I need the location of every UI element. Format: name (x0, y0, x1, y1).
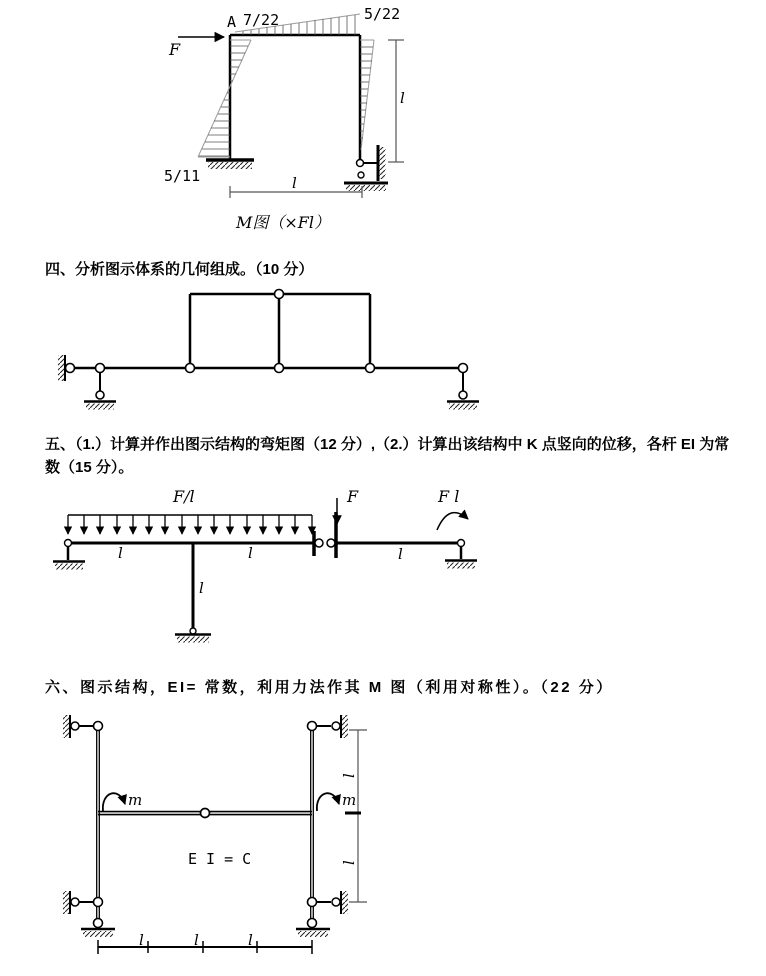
hinge-icon (94, 898, 103, 907)
hinge-icon (275, 290, 284, 299)
roller-icon (94, 919, 103, 928)
right-support (344, 145, 388, 191)
pin-icon (459, 391, 467, 399)
hinge-icon (308, 722, 317, 731)
pin-icon (96, 391, 104, 399)
wall-pin-support (58, 355, 65, 381)
vertical-dim-label-upper: l (340, 773, 358, 778)
frame-structure-figure (40, 486, 500, 650)
hinges (66, 290, 468, 373)
hinge-icon (357, 160, 364, 167)
hinge-icon (66, 364, 75, 373)
span-dim-label: l (292, 174, 297, 192)
hinge-icon (327, 539, 335, 547)
question-4-heading: 四、分析图示体系的几何组成。（10 分） (45, 261, 314, 278)
roller-icon (308, 919, 317, 928)
pin-icon (71, 898, 79, 906)
link-connection (314, 512, 336, 558)
geometric-composition-figure (45, 283, 505, 415)
hinge-icon (315, 539, 323, 547)
applied-moment-arrow (437, 513, 468, 530)
distributed-load-label: F/l (173, 487, 195, 506)
right-moment-label: m (342, 791, 357, 809)
left-link-support (84, 368, 116, 410)
pin-icon (190, 628, 196, 634)
bottom-left-support (63, 891, 115, 937)
height-dim-label: l (400, 89, 405, 107)
hinge-icon (201, 809, 210, 818)
hinge-icon (459, 364, 468, 373)
point-a-label: A (227, 13, 237, 31)
left-moment-label: m (128, 791, 143, 809)
span2-label: l (248, 544, 253, 562)
moment-diagram-figure (150, 0, 460, 240)
bottom-dim-label-1: l (139, 931, 144, 949)
column-height-label: l (199, 579, 204, 597)
hinge-icon (308, 898, 317, 907)
span1-label: l (118, 544, 123, 562)
right-link-support (447, 368, 479, 410)
hinge-icon (65, 540, 72, 547)
moment-value-top-right: 5/22 (364, 5, 401, 23)
force-label: F (169, 40, 181, 59)
left-moment-arrow (103, 793, 125, 811)
question-6-heading: 六、图示结构，EI= 常数，利用力法作其 M 图（利用对称性）。（22 分） (45, 679, 614, 696)
pin-icon (332, 722, 340, 730)
hinge-icon (94, 722, 103, 731)
moment-value-base: 5/11 (164, 167, 201, 185)
right-column (311, 726, 314, 923)
hinge-icon (186, 364, 195, 373)
span3-label: l (398, 545, 403, 563)
bottom-dim-label-3: l (248, 931, 253, 949)
hinge-icon (275, 364, 284, 373)
middle-beam (98, 809, 312, 818)
pin-icon (332, 898, 340, 906)
distributed-load (68, 515, 312, 534)
hinge-icon (96, 364, 105, 373)
pin-icon (71, 722, 79, 730)
vertical-dimension (345, 730, 367, 902)
bottom-right-support (296, 891, 348, 937)
left-column (97, 726, 100, 923)
ei-constant-label: E I = C (188, 850, 252, 868)
symmetric-frame-figure (30, 702, 430, 972)
applied-moment-label: F l (438, 487, 460, 506)
hinge-icon (366, 364, 375, 373)
vertical-dim-label-lower: l (340, 860, 358, 865)
top-frame (190, 294, 370, 368)
bottom-dimension (98, 940, 312, 954)
hinge-icon (458, 540, 465, 547)
right-moment-arrow (317, 793, 339, 811)
bottom-dim-label-2: l (194, 931, 199, 949)
moment-value-top: 7/22 (243, 11, 280, 29)
frame-members (230, 35, 360, 160)
middle-column (175, 544, 211, 643)
fixed-support (206, 160, 254, 169)
question-5-heading: 五、（1.）计算并作出图示结构的弯矩图（12 分）,（2.）计算出该结构中 K 点竖向的位移，各杆 EI 为常数（15 分）。 (45, 436, 730, 476)
pin-icon (358, 172, 364, 178)
point-load-label: F (347, 487, 359, 506)
figure-caption: M图（×Fl） (236, 213, 331, 232)
